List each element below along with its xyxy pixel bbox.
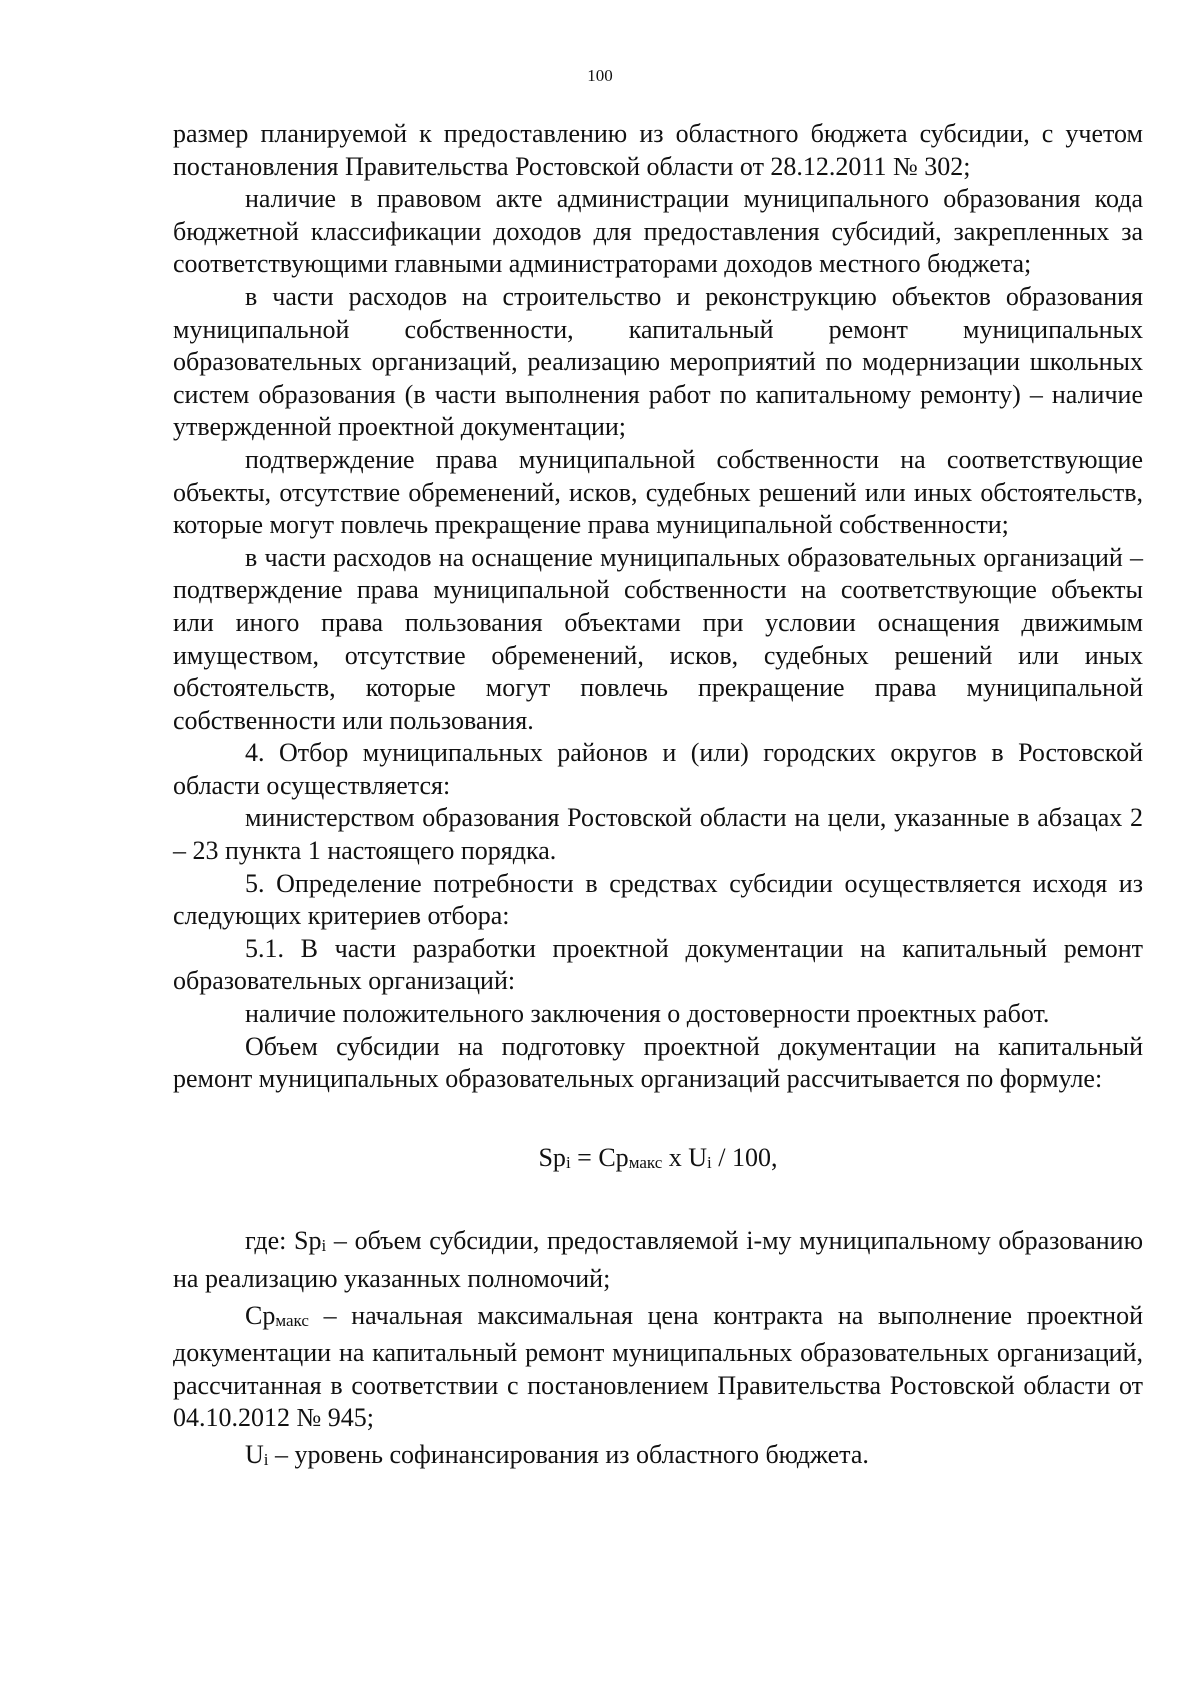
- formula-mid: x U: [662, 1142, 708, 1172]
- definition-cp-text: – начальная максимальная цена контракта на выполнение проектной документации на капитальный ремонт муниципальных образовательных организаций, рассчитанная в соответствии с постановлением Правительства Ростовской области от 04.10.2012 № 945;: [173, 1300, 1143, 1433]
- definition-cp-subscript: макс: [275, 1310, 309, 1330]
- paragraph-8: 5. Определение потребности в средствах субсидии осуществляется исходя из следующих критериев отбора:: [173, 868, 1143, 931]
- formula-equals: = Cp: [570, 1142, 629, 1172]
- definition-u-lead: U: [245, 1439, 264, 1469]
- paragraph-3: в части расходов на строительство и реконструкцию объектов образования муниципальной собственности, капитальный ремонт муниципальных образовательных организаций, реализацию мероприятий по модернизации школьных систем образования (в части выполнения работ по капитальному ремонту) – наличие утвержденной проектной документации;: [173, 281, 1143, 442]
- paragraph-7: министерством образования Ростовской области на цели, указанные в абзацах 2 – 23 пункта 1 настоящего порядка.: [173, 803, 1143, 866]
- paragraph-5: в части расходов на оснащение муниципальных образовательных организаций – подтверждение права муниципальной собственности на соответствующие объекты или иного права пользования объектами при условии оснащения движимым имуществом, отсутствие обременений, исков, судебных решений или иных обстоятельств, которые могут повлечь прекращение права муниципальной собственности или пользования.: [173, 542, 1143, 735]
- paragraph-2: наличие в правовом акте администрации муниципального образования кода бюджетной классификации доходов для предоставления субсидий, закрепленных за соответствующими главными администраторами доходов местного бюджета;: [173, 184, 1143, 279]
- formula-lhs-subscript: i: [565, 1152, 571, 1172]
- definition-sp: [173, 1225, 1143, 1295]
- paragraph-9: 5.1. В части разработки проектной документации на капитальный ремонт образовательных организаций:: [173, 933, 1143, 996]
- definition-sp-lead: где: Sp: [245, 1226, 322, 1256]
- definition-cp: [173, 1300, 1143, 1435]
- formula-tail: / 100,: [711, 1142, 778, 1172]
- paragraph-4: подтверждение права муниципальной собственности на соответствующие объекты, отсутствие обременений, исков, судебных решений или иных обстоятельств, которые могут повлечь прекращение права муниципальной собственности;: [173, 444, 1143, 540]
- paragraph-10: наличие положительного заключения о достоверности проектных работ.: [245, 999, 1050, 1029]
- definition-u-subscript: i: [263, 1449, 269, 1469]
- definition-sp-subscript: i: [321, 1236, 327, 1256]
- document-body: [173, 118, 1143, 1477]
- definition-cp-lead: Cp: [245, 1300, 276, 1330]
- formula-u-subscript: i: [707, 1152, 712, 1172]
- formula-lhs: Sp: [538, 1142, 566, 1172]
- paragraph-6: 4. Отбор муниципальных районов и (или) городских округов в Ростовской области осуществляется:: [173, 738, 1143, 800]
- paragraph-1: размер планируемой к предоставлению из областного бюджета субсидии, с учетом постановления Правительства Ростовской области от 28.12.2011 № 302;: [173, 119, 1143, 181]
- page-number: 100: [587, 66, 613, 85]
- definition-sp-text: – объем субсидии, предоставляемой i-му муниципальному образованию на реализацию указанных полномочий;: [173, 1226, 1144, 1293]
- formula-cp-subscript: макс: [628, 1152, 663, 1172]
- paragraph-11: Объем субсидии на подготовку проектной документации на капитальный ремонт муниципальных образовательных организаций рассчитывается по формуле:: [173, 1031, 1143, 1094]
- definition-u-text: – уровень софинансирования из областного бюджета.: [268, 1439, 869, 1469]
- formula: [173, 1142, 1143, 1180]
- definition-u: [173, 1439, 1143, 1477]
